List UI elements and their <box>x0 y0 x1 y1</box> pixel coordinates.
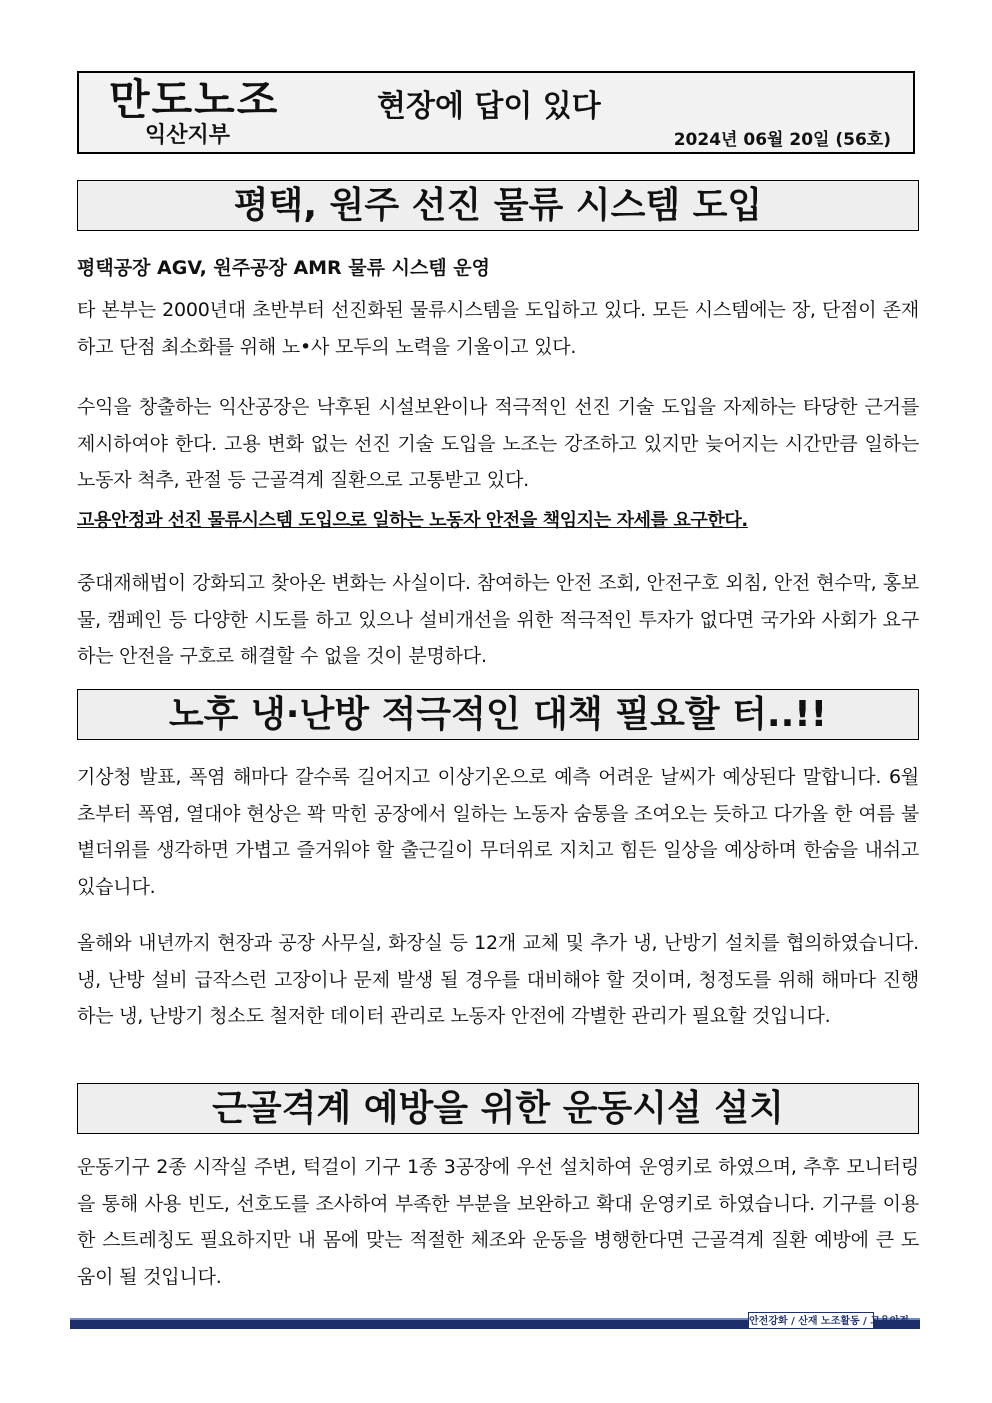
footer-tagline: 안전강화 / 산재 노조활동 / 고용안정 <box>748 1312 874 1329</box>
section-subheading: 평택공장 AGV, 원주공장 AMR 물류 시스템 운영 <box>77 257 491 279</box>
union-name: 만도노조 <box>109 75 280 124</box>
emphasis-statement: 고용안정과 선진 물류시스템 도입으로 일하는 노동자 안전을 책임지는 자세를 요구한다. <box>77 510 748 531</box>
masthead <box>77 71 915 154</box>
branch-name: 익산지부 <box>145 123 231 148</box>
section-title-exercise: 근골격계 예방을 위한 운동시설 설치 <box>77 1083 919 1134</box>
section-title-logistics: 평택, 원주 선진 물류 시스템 도입 <box>77 180 919 231</box>
paragraph: 타 본부는 2000년대 초반부터 선진화된 물류시스템을 도입하고 있다. 모든 시스템에는 장, 단점이 존재하고 단점 최소화를 위해 노•사 모두의 노력을 기울이고 있다. <box>77 299 919 358</box>
paragraph: 기상청 발표, 폭염 해마다 갈수록 길어지고 이상기온으로 예측 어려운 날씨가 예상된다 말합니다. 6월 초부터 폭염, 열대야 현상은 꽉 막힌 공장에서 일하는 노동자 숨통을 조여오는 듯하고 다가올 한 여름 불볕더위를 생각하면 가볍고 즐거워야 할 출근길이 무더위로 지치고 힘든 일상을 예상하며 한숨을 내쉬고 있습니다. <box>77 766 919 898</box>
paragraph: 올해와 내년까지 현장과 공장 사무실, 화장실 등 12개 교체 및 추가 냉, 난방기 설치를 협의하였습니다. 냉, 난방 설비 급작스런 고장이나 문제 발생 될 경우를 대비해야 할 것이며, 청정도를 위해 해마다 진행하는 냉, 난방기 청소도 철저한 데이터 관리로 노동자 안전에 각별한 관리가 필요할 것입니다. <box>77 932 919 1027</box>
paragraph: 수익을 창출하는 익산공장은 낙후된 시설보완이나 적극적인 선진 기술 도입을 자제하는 타당한 근거를 제시하여야 한다. 고용 변화 없는 선진 기술 도입을 노조는 강조하고 있지만 늦어지는 시간만큼 일하는 노동자 척추, 관절 등 근골격계 질환으로 고통받고 있다. <box>77 396 919 491</box>
paragraph: 중대재해법이 강화되고 찾아온 변화는 사실이다. 참여하는 안전 조회, 안전구호 외침, 안전 현수막, 홍보물, 캠페인 등 다양한 시도를 하고 있으나 설비개선을 위한 적극적인 투자가 없다면 국가와 사회가 요구하는 안전을 구호로 해결할 수 없을 것이 분명하다. <box>77 572 919 667</box>
slogan: 현장에 답이 있다 <box>377 89 601 124</box>
issue-date: 2024년 06월 20일 (56호) <box>673 130 891 150</box>
section-title-hvac: 노후 냉·난방 적극적인 대책 필요할 터..!! <box>77 689 919 740</box>
paragraph: 운동기구 2종 시작실 주변, 턱걸이 기구 1종 3공장에 우선 설치하여 운영키로 하였으며, 추후 모니터링을 통해 사용 빈도, 선호도를 조사하여 부족한 부분을 보완하고 확대 운영키로 하였습니다. 기구를 이용한 스트레칭도 필요하지만 내 몸에 맞는 적절한 체조와 운동을 병행한다면 근골격계 질환 예방에 큰 도움이 될 것입니다. <box>77 1156 919 1288</box>
